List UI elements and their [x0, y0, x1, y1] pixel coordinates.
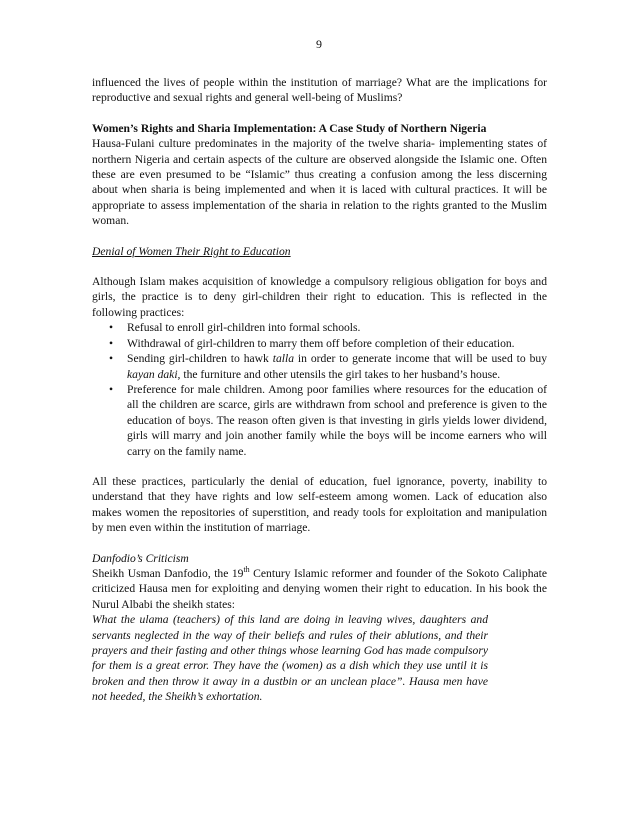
- danfodio-text-b: Century Islamic reformer and founder of the Sokoto Caliphate criticized Hausa men for exploiting and denying women their right to education. In his book the Nurul Albabi the sheikh states:: [92, 566, 547, 611]
- bullet3-text-c: the furniture and other utensils the girl takes to her husband’s house.: [180, 367, 501, 381]
- danfodio-heading: Danfodio’s Criticism: [92, 551, 189, 565]
- section-paragraph: Hausa-Fulani culture predominates in the majority of the twelve sharia- implementing states of northern Nigeria and certain aspects of the culture are observed alongside the Islamic one. Often these are even presumed to be “Islamic” thus creating a confusion among the less discerning about when sharia is being implemented and when it is laced with cultural practices. It will be appropriate to assess implementation of the sharia in relation to the rights granted to the Muslim woman.: [92, 137, 547, 228]
- page-content: [92, 75, 547, 705]
- kayan-daki-term: kayan daki,: [127, 367, 181, 381]
- list-item: • Withdrawal of girl-children to marry them off before completion of their education.: [127, 336, 547, 351]
- education-summary: All these practices, particularly the denial of education, fuel ignorance, poverty, inability to understand that they have rights and low self-esteem among women. Lack of education also makes women the repositories of superstition, and ready tools for exploitation and manipulation by men even within the institution of marriage.: [92, 474, 547, 535]
- bullet3-text-a: Sending girl-children to hawk: [127, 352, 273, 366]
- education-heading: Denial of Women Their Right to Education: [92, 244, 291, 258]
- ordinal-suffix: th: [243, 565, 250, 575]
- bullet3-text-b: in order to generate income that will be used to buy: [294, 352, 547, 366]
- talla-term: talla: [272, 352, 295, 366]
- block-quote: What the ulama (teachers) of this land are doing in leaving wives, daughters and servants neglected in the way of their beliefs and rules of their ablutions, and their prayers and their fasting and other things whose learning God has made compulsory for them is a great error. They have the (women) as a dish which they use until it is broken and then throw it away in a dustbin or an unclean place”. Hausa men have not heeded, the Sheikh’s exhortation.: [92, 613, 488, 704]
- list-item: • Preference for male children. Among poor families where resources for the education of all the children are scarce, girls are withdrawn from school and preference is given to the education of boys. The reason often given is that investing in girls yields lower dividend, girls will marry and join another family while the boys will be income earners who will carry on the family name.: [127, 382, 547, 459]
- section-heading: Women’s Rights and Sharia Implementation: A Case Study of Northern Nigeria: [92, 121, 487, 135]
- danfodio-paragraph: [92, 566, 547, 612]
- list-item: • Refusal to enroll girl-children into formal schools.: [127, 320, 547, 335]
- intro-paragraph: influenced the lives of people within the institution of marriage? What are the implications for reproductive and sexual rights and general well-being of Muslims?: [92, 76, 547, 105]
- list-item: [127, 351, 547, 382]
- education-intro: Although Islam makes acquisition of knowledge a compulsory religious obligation for boys and girls, the practice is to deny girl-children their right to education. This is reflected in the following practices:: [92, 275, 547, 319]
- page-number: 9: [316, 37, 322, 51]
- danfodio-text-a: Sheikh Usman Danfodio, the 19: [92, 566, 244, 580]
- practices-list: [92, 320, 547, 459]
